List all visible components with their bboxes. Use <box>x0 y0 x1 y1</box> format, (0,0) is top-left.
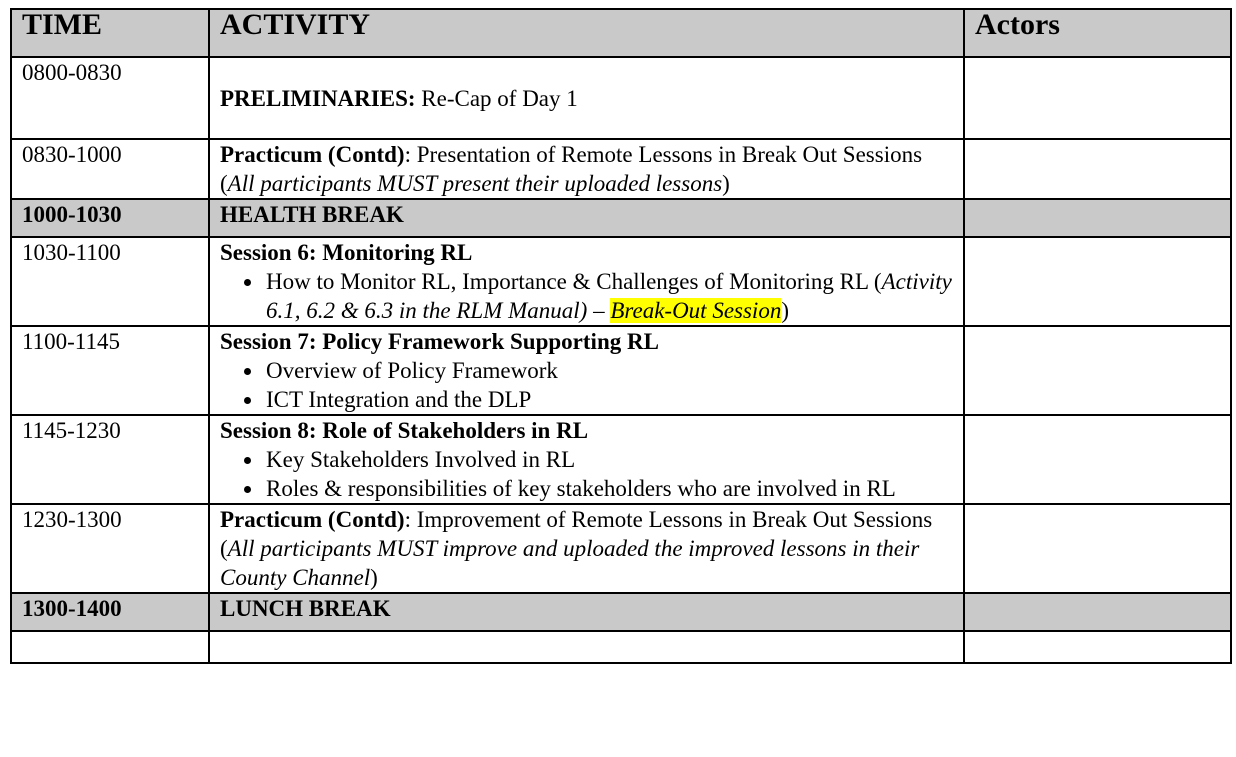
session-title: Session 6: Monitoring RL <box>220 240 473 265</box>
highlighted-text: Break-Out Session <box>610 298 782 323</box>
bullet-list <box>220 267 953 325</box>
table-row <box>11 237 1231 326</box>
break-row <box>11 593 1231 631</box>
activity-italic-note: All participants MUST improve and uploaded the improved lessons in their County Channel <box>220 536 920 590</box>
actors-cell <box>964 415 1231 504</box>
activity-close: ) <box>722 171 730 196</box>
actors-cell <box>964 237 1231 326</box>
activity-cell <box>209 237 964 326</box>
activity-italic-note: All participants MUST present their uploaded lessons <box>227 171 723 196</box>
list-item: • Key Stakeholders Involved in RL <box>264 445 953 474</box>
list-item: • ICT Integration and the DLP <box>264 385 953 414</box>
actors-cell <box>964 326 1231 415</box>
activity-cell <box>209 631 964 663</box>
list-item: • Overview of Policy Framework <box>264 356 953 385</box>
table-row <box>11 326 1231 415</box>
list-item: • Roles & responsibilities of key stakeholders who are involved in RL <box>264 474 953 503</box>
activity-text: Re-Cap of Day 1 <box>415 86 578 111</box>
activity-cell: LUNCH BREAK <box>209 593 964 631</box>
actors-header: Actors <box>964 9 1231 57</box>
activity-cell <box>209 139 964 199</box>
time-cell: 1000-1030 <box>11 199 209 237</box>
activity-cell <box>209 57 964 139</box>
header-row <box>11 9 1231 57</box>
activity-text: : Presentation of Remote Lessons in Break Out Sessions ( <box>220 142 923 196</box>
time-header: TIME <box>11 9 209 57</box>
break-row <box>11 199 1231 237</box>
activity-cell <box>209 415 964 504</box>
actors-cell <box>964 199 1231 237</box>
activity-title: PRELIMINARIES: <box>220 86 416 111</box>
table-row <box>11 504 1231 593</box>
table-row <box>11 631 1231 663</box>
table-row <box>11 57 1231 139</box>
bullet-list <box>220 445 953 503</box>
time-cell <box>11 631 209 663</box>
time-cell: 1230-1300 <box>11 504 209 593</box>
actors-cell <box>964 593 1231 631</box>
activity-title: Practicum (Contd) <box>220 507 405 532</box>
bullet-text: How to Monitor RL, Importance & Challenges of Monitoring RL ( <box>266 269 882 294</box>
bullet-list <box>220 356 953 414</box>
activity-cell: HEALTH BREAK <box>209 199 964 237</box>
actors-cell <box>964 139 1231 199</box>
schedule-table <box>10 8 1232 664</box>
session-title: Session 8: Role of Stakeholders in RL <box>220 418 589 443</box>
activity-text: : Improvement of Remote Lessons in Break Out Sessions ( <box>220 507 933 561</box>
session-title: Session 7: Policy Framework Supporting RL <box>220 329 659 354</box>
list-item <box>264 267 953 325</box>
table-row <box>11 139 1231 199</box>
table-row <box>11 415 1231 504</box>
time-cell: 0800-0830 <box>11 57 209 139</box>
activity-cell <box>209 326 964 415</box>
bullet-close: ) <box>781 298 789 323</box>
time-cell: 1100-1145 <box>11 326 209 415</box>
time-cell: 0830-1000 <box>11 139 209 199</box>
activity-close: ) <box>370 565 378 590</box>
time-cell: 1030-1100 <box>11 237 209 326</box>
time-cell: 1145-1230 <box>11 415 209 504</box>
actors-cell <box>964 504 1231 593</box>
bullet-italic: Activity 6.1, 6.2 & 6.3 in the RLM Manual) – <box>266 269 952 323</box>
time-cell: 1300-1400 <box>11 593 209 631</box>
actors-cell <box>964 57 1231 139</box>
activity-title: Practicum (Contd) <box>220 142 405 167</box>
activity-cell <box>209 504 964 593</box>
actors-cell <box>964 631 1231 663</box>
activity-header: ACTIVITY <box>209 9 964 57</box>
